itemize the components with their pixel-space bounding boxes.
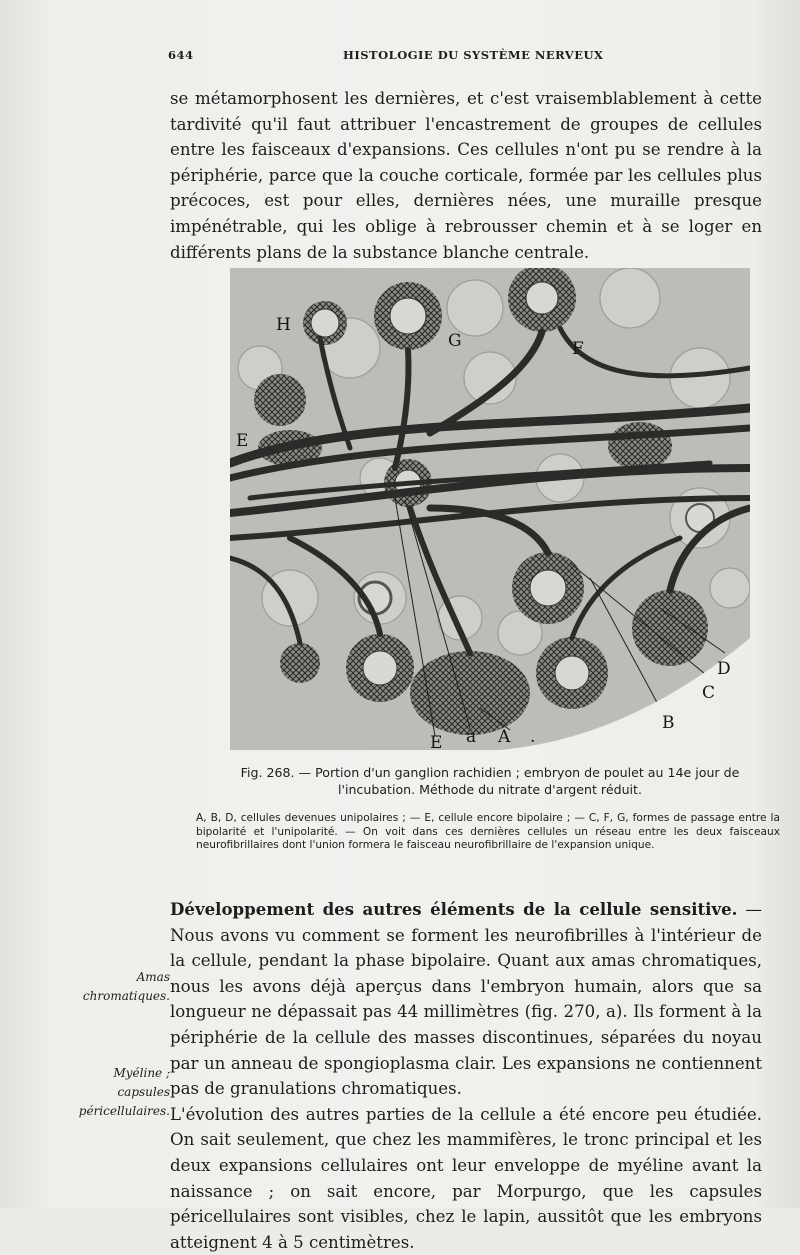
paragraph-2	[170, 897, 762, 1255]
label-dot: .	[530, 727, 536, 747]
section-heading: Développement des autres éléments de la cellule sensitive.	[170, 899, 738, 919]
label-a: a	[466, 727, 477, 747]
paragraph-2-body-a: — Nous avons vu comment se forment les neurofibrilles à l'intérieur de la cellule, pendant la phase bipolaire. Quant aux amas chromatiques, nous les avons déjà aperçus dans l'embryon humain, alors que sa longueur ne dépassait pas 44 millimètres (fig. 270, a). Ils forment à la périphérie de la cellule des masses discontinues, séparées du noyau par un anneau de spongioplasma clair. Les expansions ne contiennent pas de granulations chromatiques.	[170, 900, 762, 1099]
label-E-bottom: E	[430, 733, 443, 750]
label-H: H	[276, 315, 291, 335]
figure-legend: A, B, D, cellules devenues unipolaires ; — E, cellule encore bipolaire ; — C, F, G, formes de passage entre la bipolarité et l'unipolarité. — On voit dans ces dernières cellules un réseau entre les deux faisceaux neurofibrillaires dont l'union formera le faisceau neurofibrillaire de l'expansion unique.	[196, 812, 780, 852]
histology-drawing	[230, 268, 750, 750]
paragraph-2-body-b: L'évolution des autres parties de la cellule a été encore peu étudiée. On sait seulement, que chez les mammifères, le tronc principal et les deux expansions cellulaires ont leur enveloppe de myéline avant la naissance ; on sait encore, par Morpurgo, que les capsules péricellulaires sont visibles, chez le lapin, aussitôt que les embryons atteignent 4 à 5 centimètres.	[170, 1104, 762, 1252]
label-B: B	[662, 713, 675, 733]
running-header	[168, 48, 758, 68]
figure-268-illustration	[230, 268, 750, 750]
margin-note-amas: Amas chromatiques.	[82, 970, 170, 1003]
label-F: F	[572, 339, 584, 359]
label-A: A	[498, 727, 511, 747]
label-G: G	[448, 331, 462, 351]
paragraph-1: se métamorphosent les dernières, et c'est vraisemblablement à cette tardivité qu'il faut attribuer l'encastrement de groupes de cellules entre les faisceaux d'expansions. Ces cellules n'ont pu se rendre à la périphérie, parce que la couche corticale, formée par les cellules plus précoces, est pour elles, dernières nées, une muraille presque impénétrable, qui les oblige à rebrousser chemin et à se loger en différents plans de la substance blanche centrale.	[170, 89, 762, 262]
page-number: 644	[168, 48, 194, 62]
running-title: HISTOLOGIE DU SYSTÈME NERVEUX	[343, 48, 604, 62]
label-E-top: E	[236, 431, 249, 451]
margin-note-myeline: Myéline ; capsules péricellulaires.	[78, 1066, 170, 1118]
label-D: D	[717, 659, 731, 679]
label-C: C	[702, 683, 716, 703]
figure-caption: Fig. 268. — Portion d'un ganglion rachidien ; embryon de poulet au 14e jour de l'incubation. Méthode du nitrate d'argent réduit.	[240, 765, 740, 797]
